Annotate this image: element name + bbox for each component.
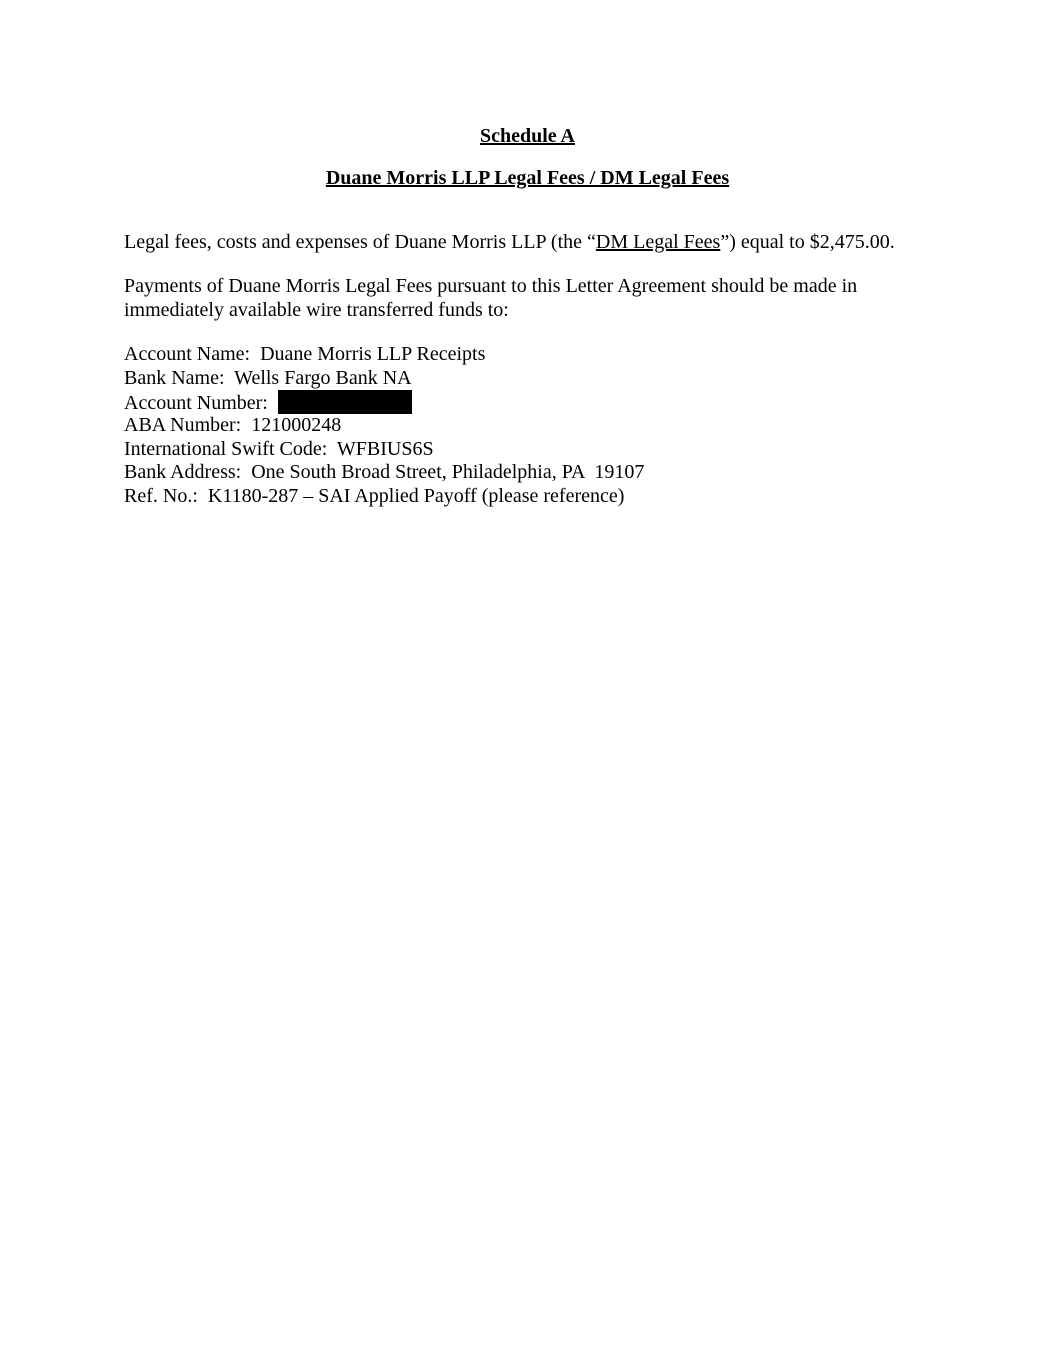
payment-paragraph: Payments of Duane Morris Legal Fees pursuant to this Letter Agreement should be made in immediately available wire transferred funds to: [124,275,858,321]
aba-number-line: ABA Number: 121000248 [124,414,342,437]
fees-paragraph [124,230,944,254]
bank-name-line: Bank Name: Wells Fargo Bank NA [124,366,412,389]
wire-details [124,343,944,509]
schedule-subtitle: Duane Morris LLP Legal Fees / DM Legal Fees [325,167,730,189]
defined-term: DM Legal Fees [595,231,721,253]
redaction-box [278,390,412,414]
account-number-label: Account Number: [124,392,268,415]
account-name-line: Account Name: Duane Morris LLP Receipts [124,343,486,365]
account-number-line [124,390,944,414]
swift-code-line: International Swift Code: WFBIUS6S [124,437,434,460]
reference-line: Ref. No.: K1180-287 – SAI Applied Payoff (please reference) [124,485,625,508]
schedule-title: Schedule A [479,125,576,147]
fees-text-after: ”) equal to $2,475.00. [720,231,895,253]
fees-text-before: Legal fees, costs and expenses of Duane Morris LLP (the “ [124,231,596,253]
bank-address-line: Bank Address: One South Broad Street, Philadelphia, PA 19107 [124,461,645,484]
